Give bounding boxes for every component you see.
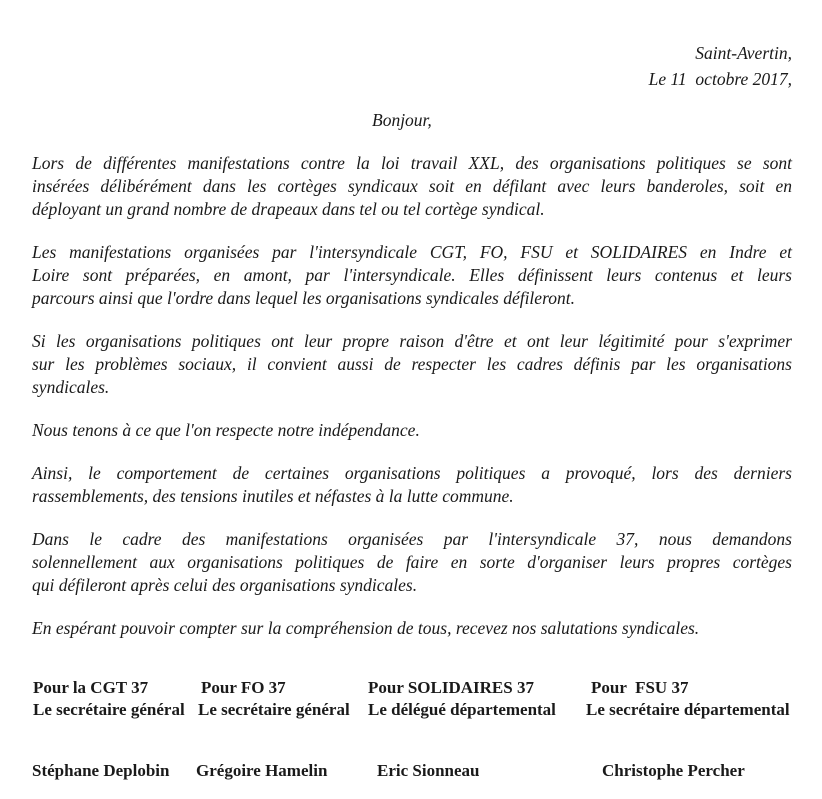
paragraph-6 [32, 528, 792, 597]
sig-cgt-name: Stéphane Deplobin [32, 761, 170, 780]
text-line: Si les organisations politiques ont leur propre raison d'être et ont leur légitimité pour s'exprimer [32, 331, 792, 351]
salutation: Bonjour, [372, 110, 432, 130]
sig-fsu-org: Pour FSU 37 [591, 678, 689, 697]
signature-block [32, 678, 792, 785]
text-line: Dans le cadre des manifestations organisées par l'intersyndicale 37, nous demandons [32, 529, 792, 549]
text-line: syndicales. [32, 377, 110, 397]
paragraph-4 [32, 419, 792, 442]
dateline [32, 40, 792, 92]
sig-cgt-org: Pour la CGT 37 [33, 678, 149, 697]
sig-fsu-name: Christophe Percher [602, 761, 745, 780]
text-line: rassemblements, des tensions inutiles et néfastes à la lutte commune. [32, 486, 514, 506]
text-line: Ainsi, le comportement de certaines organisations politiques a provoqué, lors des derniers [32, 463, 792, 483]
text-line: sur les problèmes sociaux, il convient aussi de respecter les cadres définis par les organisations [32, 354, 792, 374]
text-line: Loire sont préparées, en amont, par l'intersyndicale. Elles définissent leurs contenus et leurs [32, 265, 792, 285]
text-line: parcours ainsi que l'ordre dans lequel les organisations syndicales défileront. [32, 288, 575, 308]
sig-fo-name: Grégoire Hamelin [196, 761, 328, 780]
text-line: insérées délibérément dans les cortèges syndicaux soit en défilant avec leurs banderoles, soit en [32, 176, 792, 196]
text-line: solennellement aux organisations politiques de faire en sorte d'organiser leurs propres cortèges [32, 552, 792, 572]
sig-solidaires-role: Le délégué départemental [368, 700, 556, 719]
text-line: Lors de différentes manifestations contre la loi travail XXL, des organisations politiques se sont [32, 153, 792, 173]
paragraph-7 [32, 617, 792, 640]
text-line: Nous tenons à ce que l'on respecte notre indépendance. [32, 420, 420, 440]
dateline-place: Saint-Avertin, [695, 43, 792, 63]
text-line: déployant un grand nombre de drapeaux dans tel ou tel cortège syndical. [32, 199, 545, 219]
text-line: Les manifestations organisées par l'intersyndicale CGT, FO, FSU et SOLIDAIRES en Indre et [32, 242, 792, 262]
sig-fo-role: Le secrétaire général [198, 700, 350, 719]
sig-fo-org: Pour FO 37 [201, 678, 286, 697]
dateline-date: Le 11 octobre 2017, [648, 69, 792, 89]
paragraph-2 [32, 241, 792, 310]
sig-cgt-role: Le secrétaire général [33, 700, 185, 719]
paragraph-3 [32, 330, 792, 399]
text-line: En espérant pouvoir compter sur la compréhension de tous, recevez nos salutations syndicales. [32, 618, 700, 638]
paragraph-5 [32, 462, 792, 508]
sig-solidaires-name: Eric Sionneau [377, 761, 480, 780]
sig-fsu-role: Le secrétaire départemental [586, 700, 790, 719]
paragraph-1 [32, 152, 792, 221]
sig-solidaires-org: Pour SOLIDAIRES 37 [368, 678, 534, 697]
text-line: qui défileront après celui des organisations syndicales. [32, 575, 418, 595]
